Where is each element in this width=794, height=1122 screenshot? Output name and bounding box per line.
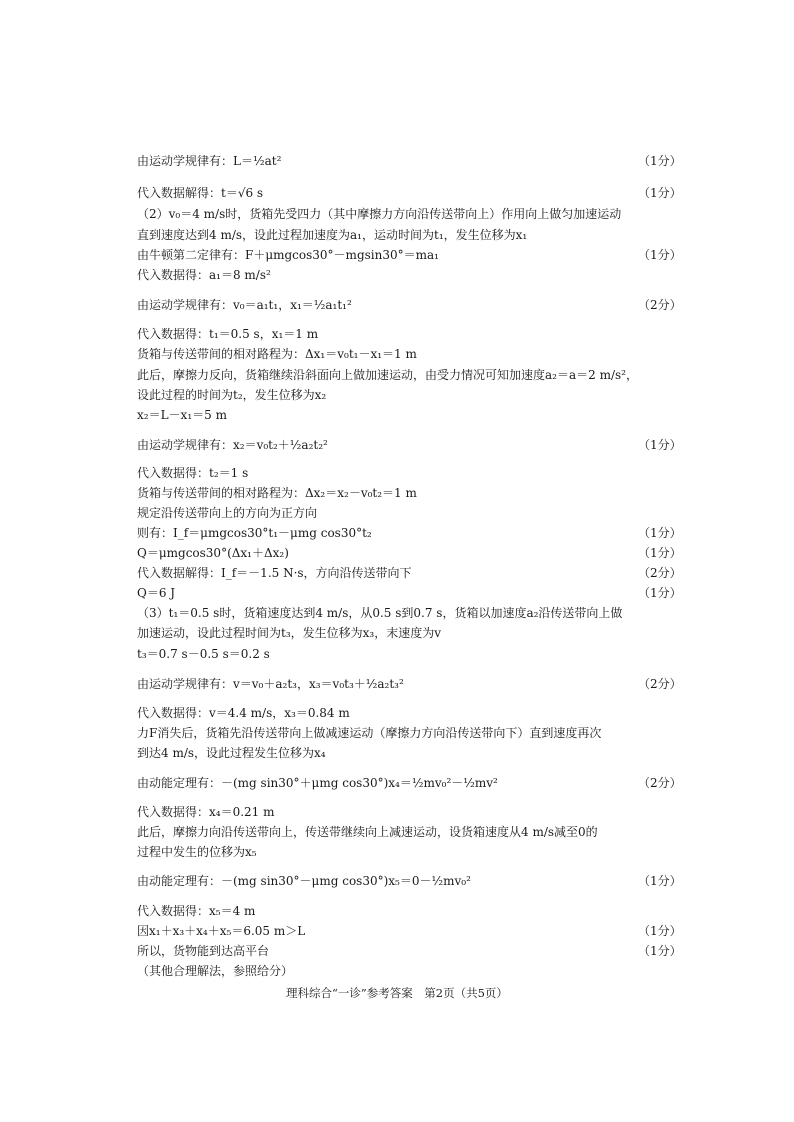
- answer-line: 力F消失后，货箱先沿传送带向上做减速运动（摩擦力方向沿传送带向下）直到速度再次: [137, 726, 602, 740]
- answer-line: Q＝μmgcos30°(Δx₁＋Δx₂): [137, 546, 289, 560]
- score-mark: （1分）: [638, 924, 682, 938]
- answer-line: 规定沿传送带向上的方向为正方向: [137, 506, 318, 520]
- answer-line: 货箱与传送带间的相对路程为：Δx₁＝v₀t₁－x₁＝1 m: [137, 347, 417, 361]
- score-mark: （2分）: [638, 298, 682, 312]
- score-mark: （1分）: [638, 944, 682, 958]
- answer-line: 加速运动，设此过程时间为t₃，发生位移为x₃，末速度为v: [137, 626, 441, 640]
- answer-line: 由动能定理有：－(mg sin30°－μmg cos30°)x₅＝0－½mv₀²: [137, 874, 471, 888]
- score-mark: （1分）: [638, 248, 682, 262]
- answer-line: 则有：I_f＝μmgcos30°t₁－μmg cos30°t₂: [137, 526, 372, 540]
- answer-line: 由牛顿第二定律有：F＋μmgcos30°－mgsin30°＝ma₁: [137, 248, 439, 262]
- answer-line: 所以，货物能到达高平台: [137, 944, 270, 958]
- answer-line: 由运动学规律有：x₂＝v₀t₂＋½a₂t₂²: [137, 438, 328, 452]
- answer-line: 设此过程的时间为t₂，发生位移为x₂: [137, 388, 327, 402]
- answer-line: 代入数据得：v＝4.4 m/s，x₃＝0.84 m: [137, 706, 350, 720]
- answer-line: 因x₁＋x₃＋x₄＋x₅＝6.05 m＞L: [137, 924, 306, 938]
- answer-line: 代入数据得：a₁＝8 m/s²: [137, 268, 271, 282]
- answer-line: （其他合理解法，参照给分）: [137, 964, 294, 978]
- score-mark: （1分）: [638, 526, 682, 540]
- score-mark: （1分）: [638, 154, 682, 168]
- answer-line: 此后，摩擦力反向，货箱继续沿斜面向上做加速运动，由受力情况可知加速度a₂＝a＝2 m/s²，: [137, 368, 638, 382]
- answer-line: 过程中发生的位移为x₅: [137, 845, 257, 859]
- answer-line: 由运动学规律有：v＝v₀＋a₂t₃，x₃＝v₀t₃＋½a₂t₃²: [137, 677, 404, 691]
- answer-line: （3）t₁＝0.5 s时，货箱速度达到4 m/s，从0.5 s到0.7 s，货箱以加速度a₂沿传送带向上做: [137, 606, 623, 620]
- answer-line: 代入数据解得：I_f＝－1.5 N·s，方向沿传送带向下: [137, 566, 412, 580]
- score-mark: （1分）: [638, 546, 682, 560]
- answer-line: 由运动学规律有：L＝½at²: [137, 154, 282, 168]
- score-mark: （1分）: [638, 186, 682, 200]
- answer-line: x₂＝L－x₁＝5 m: [137, 408, 227, 422]
- answer-line: t₃＝0.7 s－0.5 s＝0.2 s: [137, 647, 270, 661]
- answer-line: 代入数据得：t₂＝1 s: [137, 466, 249, 480]
- score-mark: （1分）: [638, 586, 682, 600]
- answer-line: Q＝6 J: [137, 586, 176, 600]
- answer-line: 代入数据得：t₁＝0.5 s，x₁＝1 m: [137, 327, 319, 341]
- answer-line: （2）v₀＝4 m/s时，货箱先受四力（其中摩擦力方向沿传送带向上）作用向上做匀加速运动: [137, 207, 622, 221]
- answer-line: 由运动学规律有：v₀＝a₁t₁，x₁＝½a₁t₁²: [137, 298, 352, 312]
- answer-line: 代入数据得：x₅＝4 m: [137, 904, 256, 918]
- page-footer: 理科综合“一诊”参考答案 第2页（共5页）: [286, 986, 508, 1000]
- answer-line: 到达4 m/s，设此过程发生位移为x₄: [137, 746, 326, 760]
- answer-line: 代入数据得：x₄＝0.21 m: [137, 805, 275, 819]
- answer-line: 直到速度达到4 m/s，设此过程加速度为a₁，运动时间为t₁，发生位移为x₁: [137, 228, 528, 242]
- score-mark: （1分）: [638, 874, 682, 888]
- score-mark: （2分）: [638, 776, 682, 790]
- score-mark: （2分）: [638, 677, 682, 691]
- answer-line: 此后，摩擦力向沿传送带向上，传送带继续向上减速运动，设货箱速度从4 m/s减至0的: [137, 825, 598, 839]
- answer-line: 由动能定理有：－(mg sin30°＋μmg cos30°)x₄＝½mv₀²－½mv²: [137, 776, 498, 790]
- answer-line: 货箱与传送带间的相对路程为：Δx₂＝x₂－v₀t₂＝1 m: [137, 486, 417, 500]
- answer-line: 代入数据解得：t＝√6 s: [137, 186, 264, 200]
- score-mark: （1分）: [638, 438, 682, 452]
- score-mark: （2分）: [638, 566, 682, 580]
